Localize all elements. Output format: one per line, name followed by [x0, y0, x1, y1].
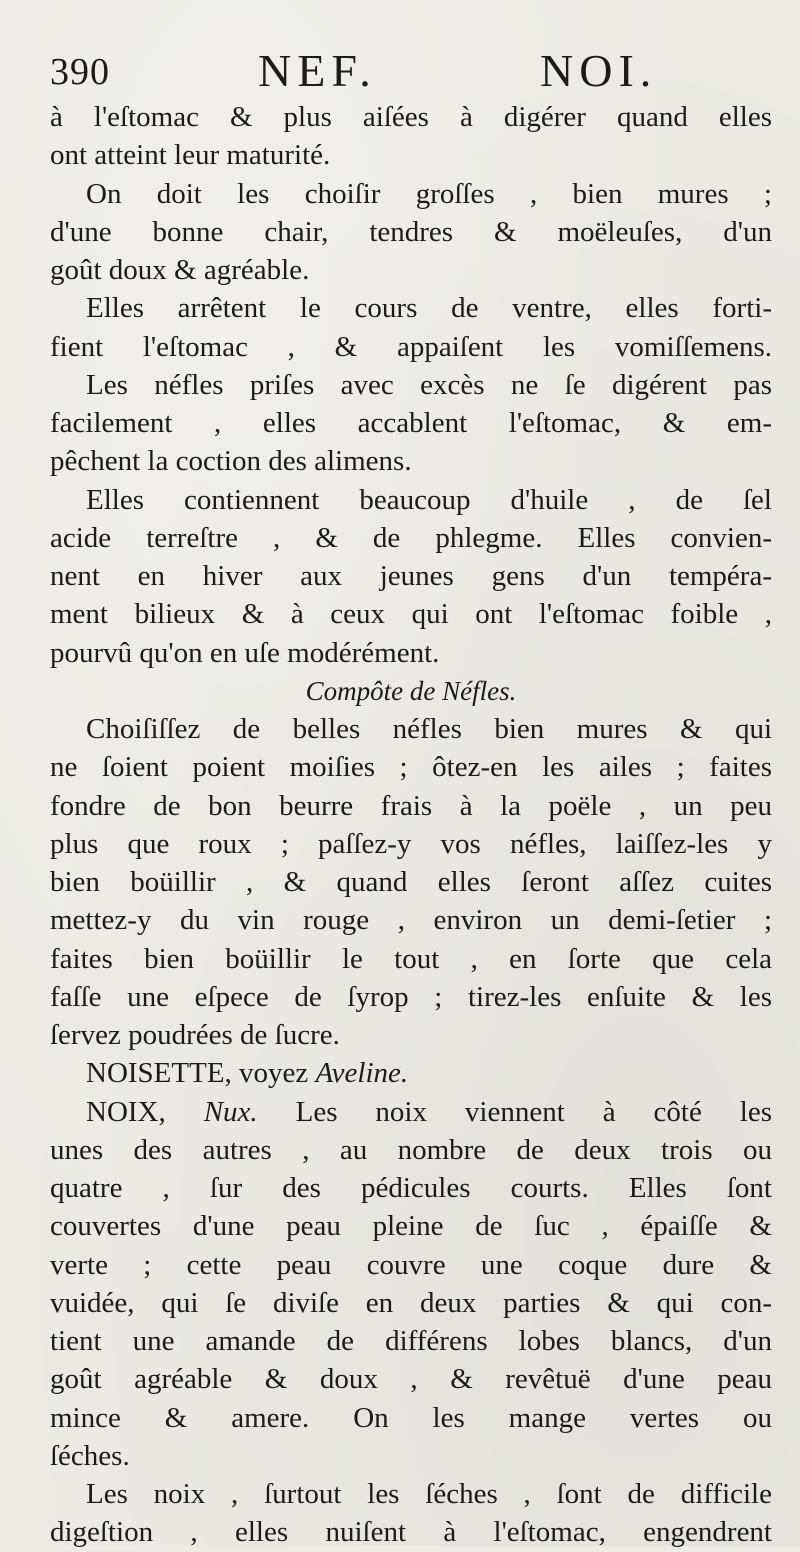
text-line: plus que roux ; paſſez-y vos néfles, laiſſez-les y — [50, 827, 772, 860]
text-line: nent en hiver aux jeunes gens d'un tempéra- — [50, 560, 772, 592]
text-line: faſſe une eſpece de ſyrop ; tirez-les enſuite & les — [50, 980, 772, 1013]
text-line: On doit les choiſir groſſes , bien mures ; — [86, 177, 772, 210]
text-line: Elles contiennent beaucoup d'huile , de ſel — [86, 483, 772, 516]
text-line: mettez-y du vin rouge , environ un demi-ſetier ; — [50, 904, 772, 937]
text-line: verte ; cette peau couvre une coque dure & — [50, 1248, 772, 1281]
text-line: ont atteint leur maturité. — [50, 139, 331, 172]
text-line: goût doux & agréable. — [50, 254, 310, 286]
noisette-separator: , voyez — [224, 1057, 316, 1090]
text-line: acide terreſtre , & de phlegme. Elles convien- — [50, 521, 772, 554]
page-number: 390 — [50, 51, 110, 93]
text-line: pêchent la coction des alimens. — [50, 445, 412, 478]
entry-noisette — [50, 1054, 772, 1092]
text-line: ſervez poudrées de ſucre. — [50, 1019, 340, 1051]
headword-noix: NOIX — [86, 1095, 159, 1128]
running-head-right: NOI. — [540, 45, 658, 96]
noix-first-line-text: Les noix viennent à côté les — [257, 1095, 772, 1128]
text-line: quatre , ſur des pédicules courts. Elles ſont — [50, 1172, 772, 1204]
text-line: couvertes d'une peau pleine de ſuc , épaiſſe & — [50, 1210, 772, 1243]
recipe-title: Compôte de Néfles. — [305, 675, 517, 706]
latin-name-nux: Nux. — [203, 1095, 258, 1128]
text-line: tient une amande de différens lobes blancs, d'un — [50, 1325, 772, 1357]
text-block-noix — [50, 1131, 772, 1552]
text-line: digeſtion , elles nuiſent à l'eſtomac, engendrent — [50, 1516, 772, 1549]
text-line: Les noix , ſurtout les ſéches , ſont de difficile — [86, 1478, 772, 1510]
text-line: fient l'eſtomac , & appaiſent les vomiſſemens. — [50, 330, 772, 363]
page-header — [50, 44, 780, 96]
cross-reference-aveline: Aveline. — [315, 1057, 409, 1090]
text-line: facilement , elles accablent l'eſtomac, & em- — [50, 407, 772, 439]
running-head-left: NEF. — [258, 45, 377, 96]
body-text — [50, 98, 772, 1552]
text-line: pourvû qu'on en uſe modérément. — [50, 636, 440, 669]
text-line: faites bien boüillir le tout , en ſorte que cela — [50, 942, 772, 975]
text-line: Les néfles priſes avec excès ne ſe digérent pas — [86, 368, 772, 401]
text-line: vuidée, qui ſe diviſe en deux parties & qui con- — [50, 1286, 772, 1319]
headword-noisette: NOISETTE — [86, 1057, 225, 1090]
noix-separator: , — [158, 1095, 204, 1128]
text-line: ne ſoient poient moiſies ; ôtez-en les ailes ; faites — [50, 751, 772, 784]
text-line: bien boüillir , & quand elles ſeront aſſez cuites — [50, 866, 772, 898]
text-line: ſéches. — [50, 1439, 130, 1472]
text-line: goût agréable & doux , & revêtuë d'une peau — [50, 1363, 772, 1396]
text-line: unes des autres , au nombre de deux trois ou — [50, 1133, 772, 1166]
entry-noix-first-line — [50, 1093, 772, 1131]
text-line: d'une bonne chair, tendres & moëleuſes, d'un — [50, 215, 772, 248]
text-line: Elles arrêtent le cours de ventre, elles forti- — [86, 292, 772, 325]
text-line: fondre de bon beurre frais à la poële , un peu — [50, 789, 772, 822]
text-line: Choiſiſſez de belles néfles bien mures & qui — [86, 713, 772, 745]
text-block-nefles — [50, 98, 772, 1054]
text-line: ment bilieux & à ceux qui ont l'eſtomac foible , — [50, 598, 772, 631]
text-line: mince & amere. On les mange vertes ou — [50, 1401, 772, 1434]
text-line: à l'eſtomac & plus aiſées à digérer quand elles — [50, 101, 772, 133]
